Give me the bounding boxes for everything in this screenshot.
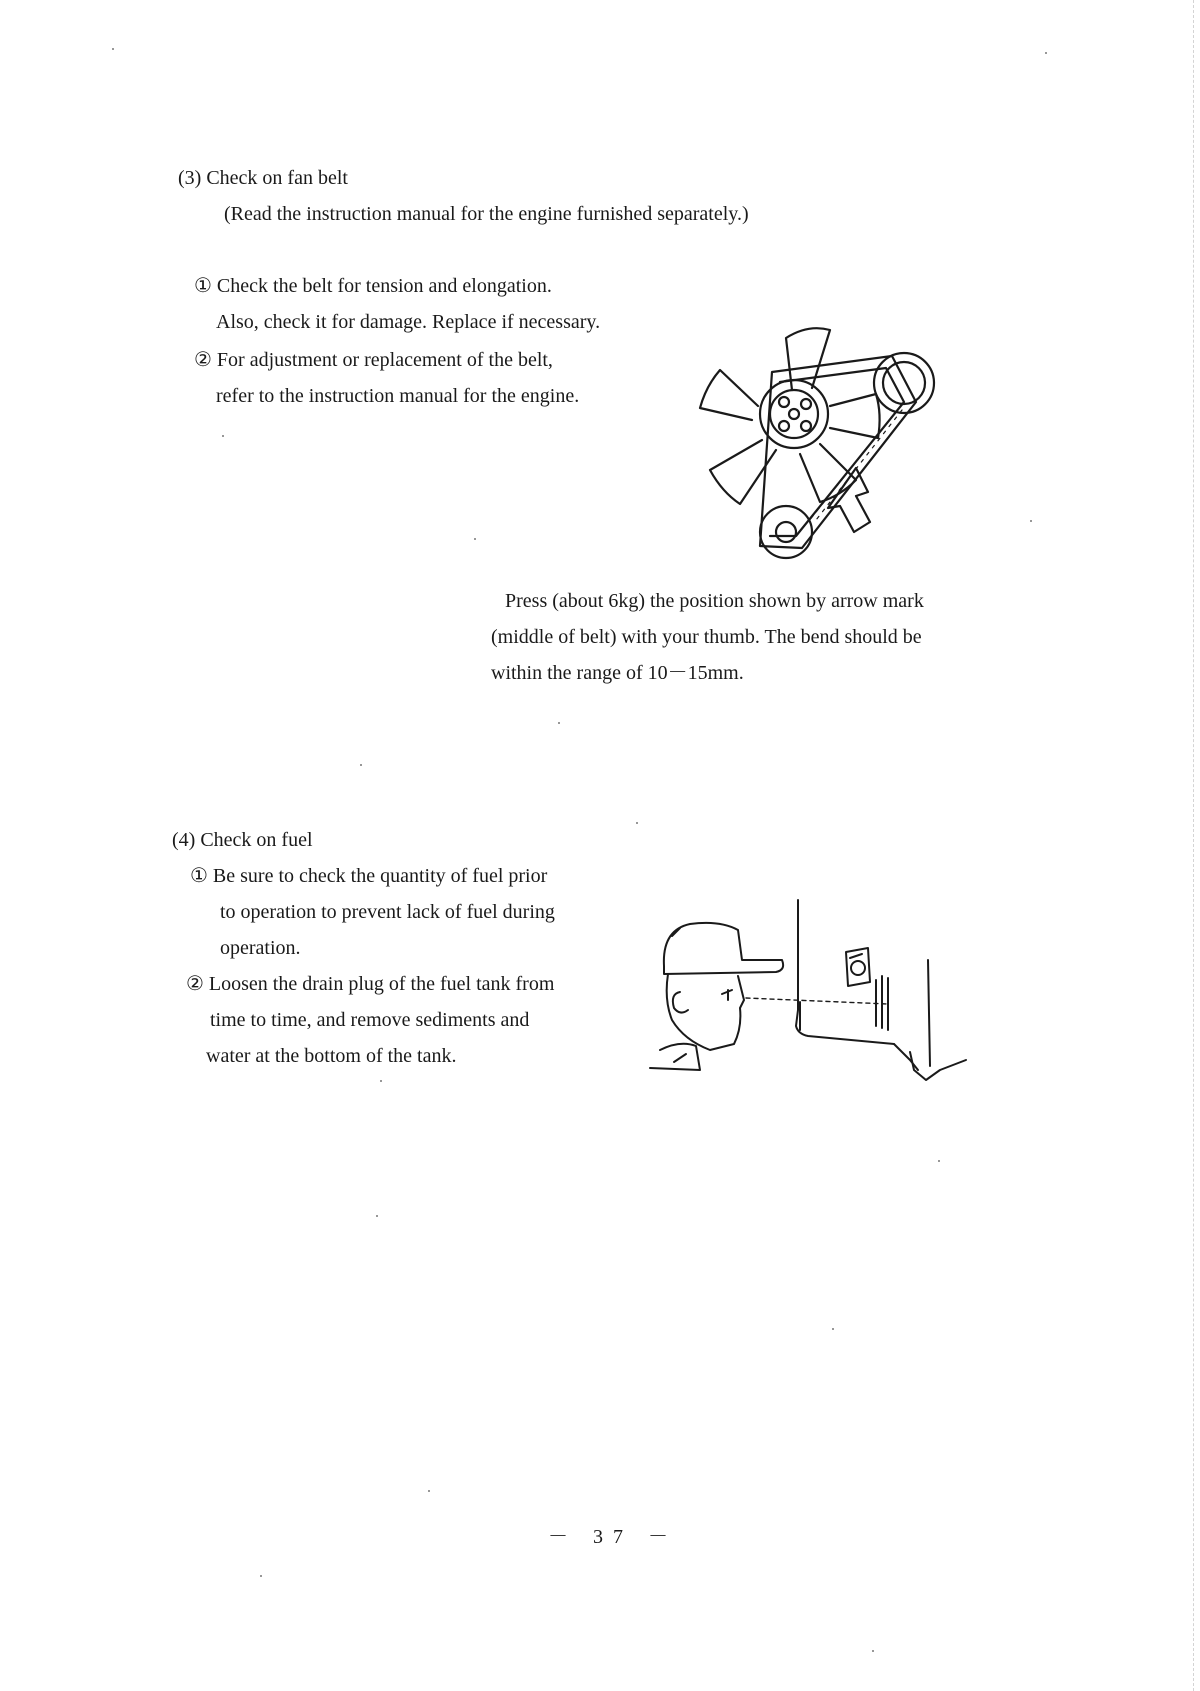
fan-belt-caption xyxy=(491,583,924,691)
section-4-heading xyxy=(172,822,313,858)
scan-speck xyxy=(636,822,638,824)
scan-speck xyxy=(872,1650,874,1652)
scan-speck xyxy=(428,1490,430,1492)
fuel-gauge-icon xyxy=(846,948,870,986)
fan-blade-left-top xyxy=(700,370,758,420)
note-text: (Read the instruction manual for the engine furnished separately.) xyxy=(224,203,749,225)
item-2-line-3: water at the bottom of the tank. xyxy=(206,1045,457,1067)
scan-edge xyxy=(1191,0,1194,1691)
ear xyxy=(673,992,688,1013)
page-number: － 37 － xyxy=(548,1526,678,1548)
section-3-heading xyxy=(178,160,348,196)
scan-speck xyxy=(1045,52,1047,54)
press-arrow-icon xyxy=(828,468,870,532)
scan-speck xyxy=(474,538,476,540)
belt-inner xyxy=(770,368,904,536)
eye xyxy=(722,990,732,1000)
section-3-item-2 xyxy=(194,342,579,414)
scan-speck xyxy=(1030,520,1032,522)
fan-blade-right xyxy=(830,394,880,438)
scan-speck xyxy=(260,1575,262,1577)
tank-wall xyxy=(796,900,894,1044)
section-4-item-2 xyxy=(186,966,554,1074)
item-1-line-1: ① Check the belt for tension and elongation. xyxy=(194,275,552,297)
sight-line xyxy=(746,998,888,1004)
item-1-line-2: to operation to prevent lack of fuel during xyxy=(220,901,555,923)
item-2-line-1: ② For adjustment or replacement of the belt, xyxy=(194,349,553,371)
item-1-line-2: Also, check it for damage. Replace if necessary. xyxy=(216,311,601,333)
caption-line-2: (middle of belt) with your thumb. The bend should be xyxy=(491,626,922,648)
caption-line-1: Press (about 6kg) the position shown by arrow mark xyxy=(505,590,924,612)
scan-speck xyxy=(376,1215,378,1217)
caption-line-3: within the range of 10－15mm. xyxy=(491,662,744,684)
heading-text: (4) Check on fuel xyxy=(172,829,313,851)
fuel-check-diagram xyxy=(650,900,980,1100)
fan-blade-bottom xyxy=(800,444,856,502)
item-2-line-2: refer to the instruction manual for the engine. xyxy=(216,385,580,407)
item-2-line-1: ② Loosen the drain plug of the fuel tank from xyxy=(186,973,555,995)
fan-belt-diagram xyxy=(680,310,950,570)
scan-speck xyxy=(832,1328,834,1330)
item-1-line-3: operation. xyxy=(220,937,301,959)
item-2-line-2: time to time, and remove sediments and xyxy=(210,1009,530,1031)
section-4-item-1 xyxy=(190,858,555,966)
scan-speck xyxy=(558,722,560,724)
belt-outer xyxy=(760,356,916,548)
scan-speck xyxy=(938,1160,940,1162)
scan-speck xyxy=(380,1080,382,1082)
scan-speck xyxy=(112,48,114,50)
cap xyxy=(664,923,783,974)
item-1-line-1: ① Be sure to check the quantity of fuel prior xyxy=(190,865,548,887)
scan-speck xyxy=(360,764,362,766)
section-3-item-1 xyxy=(194,268,600,340)
heading-text: (3) Check on fan belt xyxy=(178,167,348,189)
scan-speck xyxy=(222,435,224,437)
section-3-note xyxy=(224,196,749,232)
crank-pulley xyxy=(760,506,812,558)
